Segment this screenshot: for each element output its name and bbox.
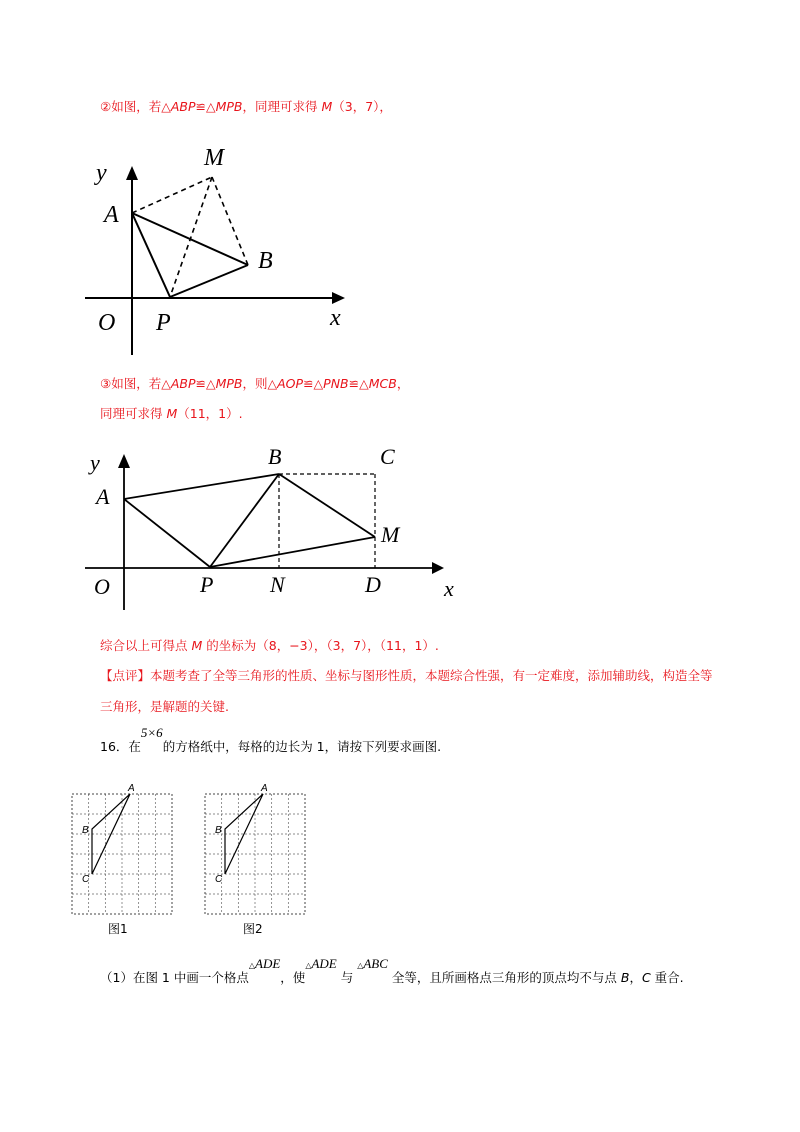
triangle-mpb: MPB xyxy=(215,99,243,114)
label-o: O xyxy=(98,310,116,336)
point-b: B xyxy=(620,970,630,985)
part1-text-5: ， xyxy=(629,970,642,985)
congruent-symbol: ≌△ xyxy=(195,99,216,114)
summary-text: 的坐标为（8，−3），（3，7），（11，1）. xyxy=(202,638,439,653)
segment-pm xyxy=(210,537,375,567)
label-o: O xyxy=(94,574,110,599)
triangle-ade-2 xyxy=(305,956,336,971)
segment-pb xyxy=(210,474,279,567)
label-m: M xyxy=(381,522,400,547)
label-b: B xyxy=(215,825,222,836)
label-d: D xyxy=(365,572,381,597)
y-axis-arrow xyxy=(118,454,130,468)
point-c: C xyxy=(641,970,651,985)
segment-ap xyxy=(132,213,170,297)
label-a: A xyxy=(96,484,110,509)
grid-size: 5×6 xyxy=(140,725,163,740)
segment-ap xyxy=(124,499,210,567)
label-b: B xyxy=(82,825,89,836)
label-a: A xyxy=(261,783,268,794)
figure-abp-mpb xyxy=(80,140,370,370)
caption-figure-1: 图1 xyxy=(108,922,128,936)
label-c: C xyxy=(215,874,223,885)
grid-figure-2 xyxy=(205,779,310,919)
grid-figure-1 xyxy=(72,779,177,919)
label-c: C xyxy=(380,444,395,469)
point-m: M xyxy=(321,99,333,114)
segment-bm xyxy=(279,474,375,537)
label-a: A xyxy=(104,202,119,228)
part1-text-4: 全等，且所画格点三角形的顶点均不与点 xyxy=(387,970,621,985)
triangle-symbol-icon: △ xyxy=(357,961,364,970)
comment-text-2: 三角形，是解题的关键. xyxy=(100,699,229,714)
triangle-abp: ABP xyxy=(170,99,196,114)
label-m: M xyxy=(204,145,224,171)
m-coords: （3，7）， xyxy=(332,99,392,114)
x-axis-arrow xyxy=(432,562,444,574)
triangle-mpb: MPB xyxy=(215,376,243,391)
label-a: A xyxy=(128,783,135,794)
para-3-line1 xyxy=(100,374,409,392)
para3-line2-prefix: 同理可求得 xyxy=(100,406,167,421)
question-16 xyxy=(100,725,442,755)
para-2 xyxy=(100,97,392,115)
ade-label: ADE xyxy=(311,956,337,971)
label-x: x xyxy=(330,305,341,331)
question-16-part-1 xyxy=(100,956,684,986)
label-y: y xyxy=(96,160,107,186)
triangle-symbol-icon: △ xyxy=(248,961,256,970)
para2-prefix: ②如图，若△ xyxy=(100,99,171,114)
question-number: 16．在 xyxy=(100,739,141,754)
question-text: 的方格纸中，每格的边长为 1，请按下列要求画图. xyxy=(162,739,442,754)
figure-aop-pnb-mcb xyxy=(80,440,480,610)
para3-prefix: ③如图，若△ xyxy=(100,376,171,391)
congruent-symbol: ≌△ xyxy=(195,376,216,391)
abc-label: ABC xyxy=(363,956,388,971)
para2-mid: ，同理可求得 xyxy=(242,99,322,114)
para3-mid: ，则△ xyxy=(242,376,278,391)
label-p: P xyxy=(156,310,171,336)
triangle-mcb: MCB xyxy=(368,376,397,391)
caption-figure-2: 图2 xyxy=(243,922,263,936)
comment-line2 xyxy=(100,697,229,715)
comment-line1 xyxy=(100,666,713,684)
segment-am-dashed xyxy=(132,177,212,213)
part1-text-1: （1）在图 1 中画一个格点 xyxy=(100,970,249,985)
segment-pb xyxy=(170,265,248,297)
x-axis-arrow xyxy=(332,292,345,304)
label-b: B xyxy=(258,248,273,274)
triangle-pnb: PNB xyxy=(323,376,349,391)
summary xyxy=(100,636,439,654)
label-y: y xyxy=(90,450,100,475)
triangle-symbol-icon: △ xyxy=(305,961,312,970)
part1-text-6: 重合. xyxy=(650,970,684,985)
label-b: B xyxy=(268,444,282,469)
ade-label: ADE xyxy=(255,956,281,971)
label-c: C xyxy=(82,874,90,885)
summary-prefix: 综合以上可得点 xyxy=(100,638,192,653)
part1-text-2: ，使 xyxy=(280,970,306,985)
para-3-line2 xyxy=(100,404,243,422)
triangle-abp: ABP xyxy=(170,376,196,391)
part1-text-3: 与 xyxy=(336,970,358,985)
segment-ab xyxy=(124,474,279,499)
triangle-aop: AOP xyxy=(277,376,304,391)
congruent-symbol: ≌△ xyxy=(348,376,369,391)
congruent-symbol: ≌△ xyxy=(303,376,324,391)
label-x: x xyxy=(444,576,454,601)
label-n: N xyxy=(270,572,285,597)
y-axis-arrow xyxy=(126,166,138,180)
triangle-abc-ref xyxy=(357,956,388,971)
segment-mp-dashed xyxy=(170,177,212,297)
para3-end: ， xyxy=(396,376,410,391)
m-coords: （11，1）. xyxy=(177,406,243,421)
label-p: P xyxy=(200,572,214,597)
point-m: M xyxy=(166,406,178,421)
comment-text: 本题考查了全等三角形的性质、坐标与图形性质，本题综合性强，有一定难度，添加辅助线，构造全等 xyxy=(150,668,713,683)
triangle-ade-1 xyxy=(249,956,280,971)
comment-tag: 【点评】 xyxy=(100,668,151,683)
point-m: M xyxy=(191,638,203,653)
